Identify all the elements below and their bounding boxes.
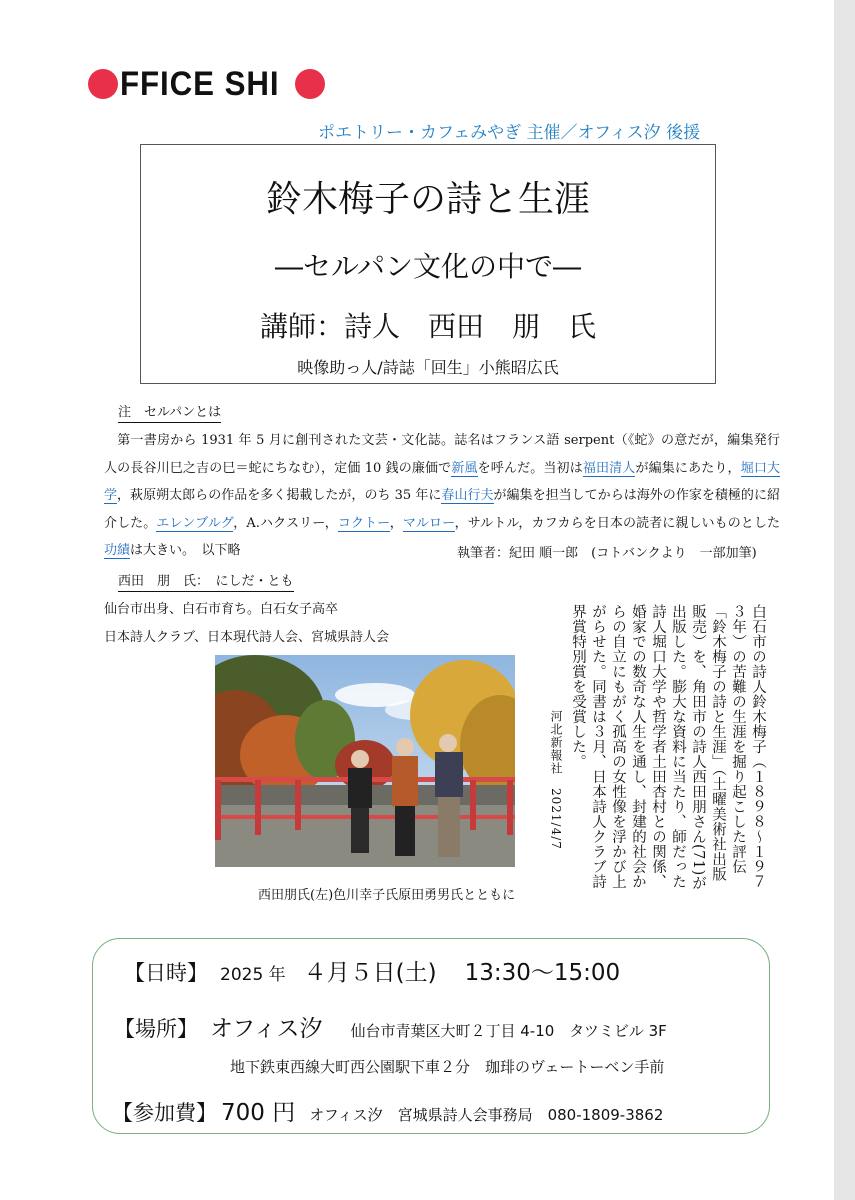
logo-text: FFICE SHI: [120, 64, 280, 103]
profile-heading: 西田 朋 氏： にしだ・とも: [118, 570, 294, 592]
note-heading: [118, 401, 221, 420]
note-text: ，萩原朔太郎らの作品を多く掲載したが，のち 35 年に: [117, 488, 442, 503]
video-assistant: 映像助っ人/詩誌「回生」小熊昭広氏: [297, 358, 559, 377]
note-text: ，: [389, 515, 403, 531]
place-label: 【場所】: [114, 1017, 198, 1041]
date-label: 【日時】: [124, 961, 208, 985]
event-date: ４月５日(土): [303, 960, 437, 986]
photo-caption: 西田朋氏(左)色川幸子氏原田勇男氏とともに: [258, 888, 516, 903]
link-horiguchi[interactable]: 堀口大学: [104, 460, 780, 503]
profile-line-2: 日本詩人クラブ、日本現代詩人会、宮城県詩人会: [104, 630, 389, 645]
link-ehrenburg[interactable]: エレンブルグ: [156, 515, 234, 531]
note-text: は大きい。 以下略: [130, 543, 241, 558]
person-right: [435, 734, 463, 857]
note-text: 第一書房から 1931 年 5 月に創刊された文芸・文化誌。誌名はフランス語 serpent（《蛇》の意だが，編集発行人の長谷川巳之吉の巳＝蛇にちなむ），定価 10 銭の廉価で: [104, 433, 780, 476]
profile-line-1: 仙台市出身、白石市育ち。白石女子高卒: [104, 602, 339, 617]
date-row: [124, 954, 620, 987]
link-haruyama[interactable]: 春山行夫: [441, 488, 494, 503]
event-time: 13:30〜15:00: [464, 960, 621, 986]
place-access: 地下鉄東西線大町西公園駅下車２分 珈琲のヴェートーベン手前: [230, 1058, 665, 1076]
link-cocteau[interactable]: コクトー: [337, 515, 390, 531]
lecturer: 講師：詩人 西田 朋 氏: [259, 310, 596, 343]
place-address: 仙台市青葉区大町２丁目 4-10 タツミビル 3F: [350, 1022, 667, 1040]
photo-illustration: [215, 655, 515, 867]
link-fukuda[interactable]: 福田清人: [582, 460, 636, 476]
logo-red-dot-left: [88, 69, 118, 99]
fee-row: [112, 1094, 663, 1127]
fee-label: 【参加費】: [112, 1101, 217, 1125]
fee-amount: 700 円: [221, 1100, 296, 1126]
note-text: ，A.ハクスリー，: [233, 515, 338, 531]
group-photo: [215, 655, 515, 867]
note-author: 執筆者：紀田 順一郎 (コトバンクより 一部加筆): [457, 546, 757, 561]
note-text: を呼んだ。当初は: [477, 460, 583, 476]
page-edge: [834, 0, 855, 1200]
logo-red-dot-right: [295, 69, 325, 99]
link-malraux[interactable]: マルロー: [402, 515, 455, 531]
link-koseki[interactable]: 功績: [104, 543, 131, 558]
sponsor-line: ポエトリー・カフェみやぎ 主催／オフィス汐 後援: [318, 123, 701, 143]
link-shinpu[interactable]: 新風: [451, 460, 478, 476]
note-text: が編集にあたり，: [635, 460, 741, 476]
office-shio-logo: [88, 62, 325, 106]
note-text: ，サルトル，カフカらを日本の読者に親しいものとした: [454, 515, 780, 531]
place-row: [114, 1010, 667, 1043]
note-heading-text: 注 セルパンとは: [118, 405, 221, 423]
event-subtitle: ―セルパン文化の中で―: [274, 250, 582, 283]
newspaper-credit: 河北新報社 2021/4/7: [549, 710, 563, 850]
event-title: 鈴木梅子の詩と生涯: [265, 179, 590, 220]
newspaper-article: 白石市の詩人鈴木梅子（１８９８〜１９７３年）の苦難の生涯を掘り起こした評伝「鈴木梅子の詩と生涯」（土曜美術社出版販売）を、角田市の詩人西田朋さん(71)が出版した。膨大な資料に当たり、師だった詩人堀口大学や哲学者土田杏村との関係、婚家での数奇な人生を通し、封建的社会からの自立にもがく孤高の女性像を浮かび上がらせた。同書は３月、日本詩人クラブ詩界賞特別賞を受賞した。: [570, 604, 766, 891]
contact-info: オフィス汐 宮城県詩人会事務局 080-1809-3862: [309, 1106, 664, 1124]
note-text: が編集を担当してからは海外の作家を積極的に紹介した。: [104, 488, 780, 531]
place-name: オフィス汐: [210, 1016, 323, 1042]
title-box: [140, 144, 716, 384]
event-year: 2025 年: [220, 965, 286, 985]
